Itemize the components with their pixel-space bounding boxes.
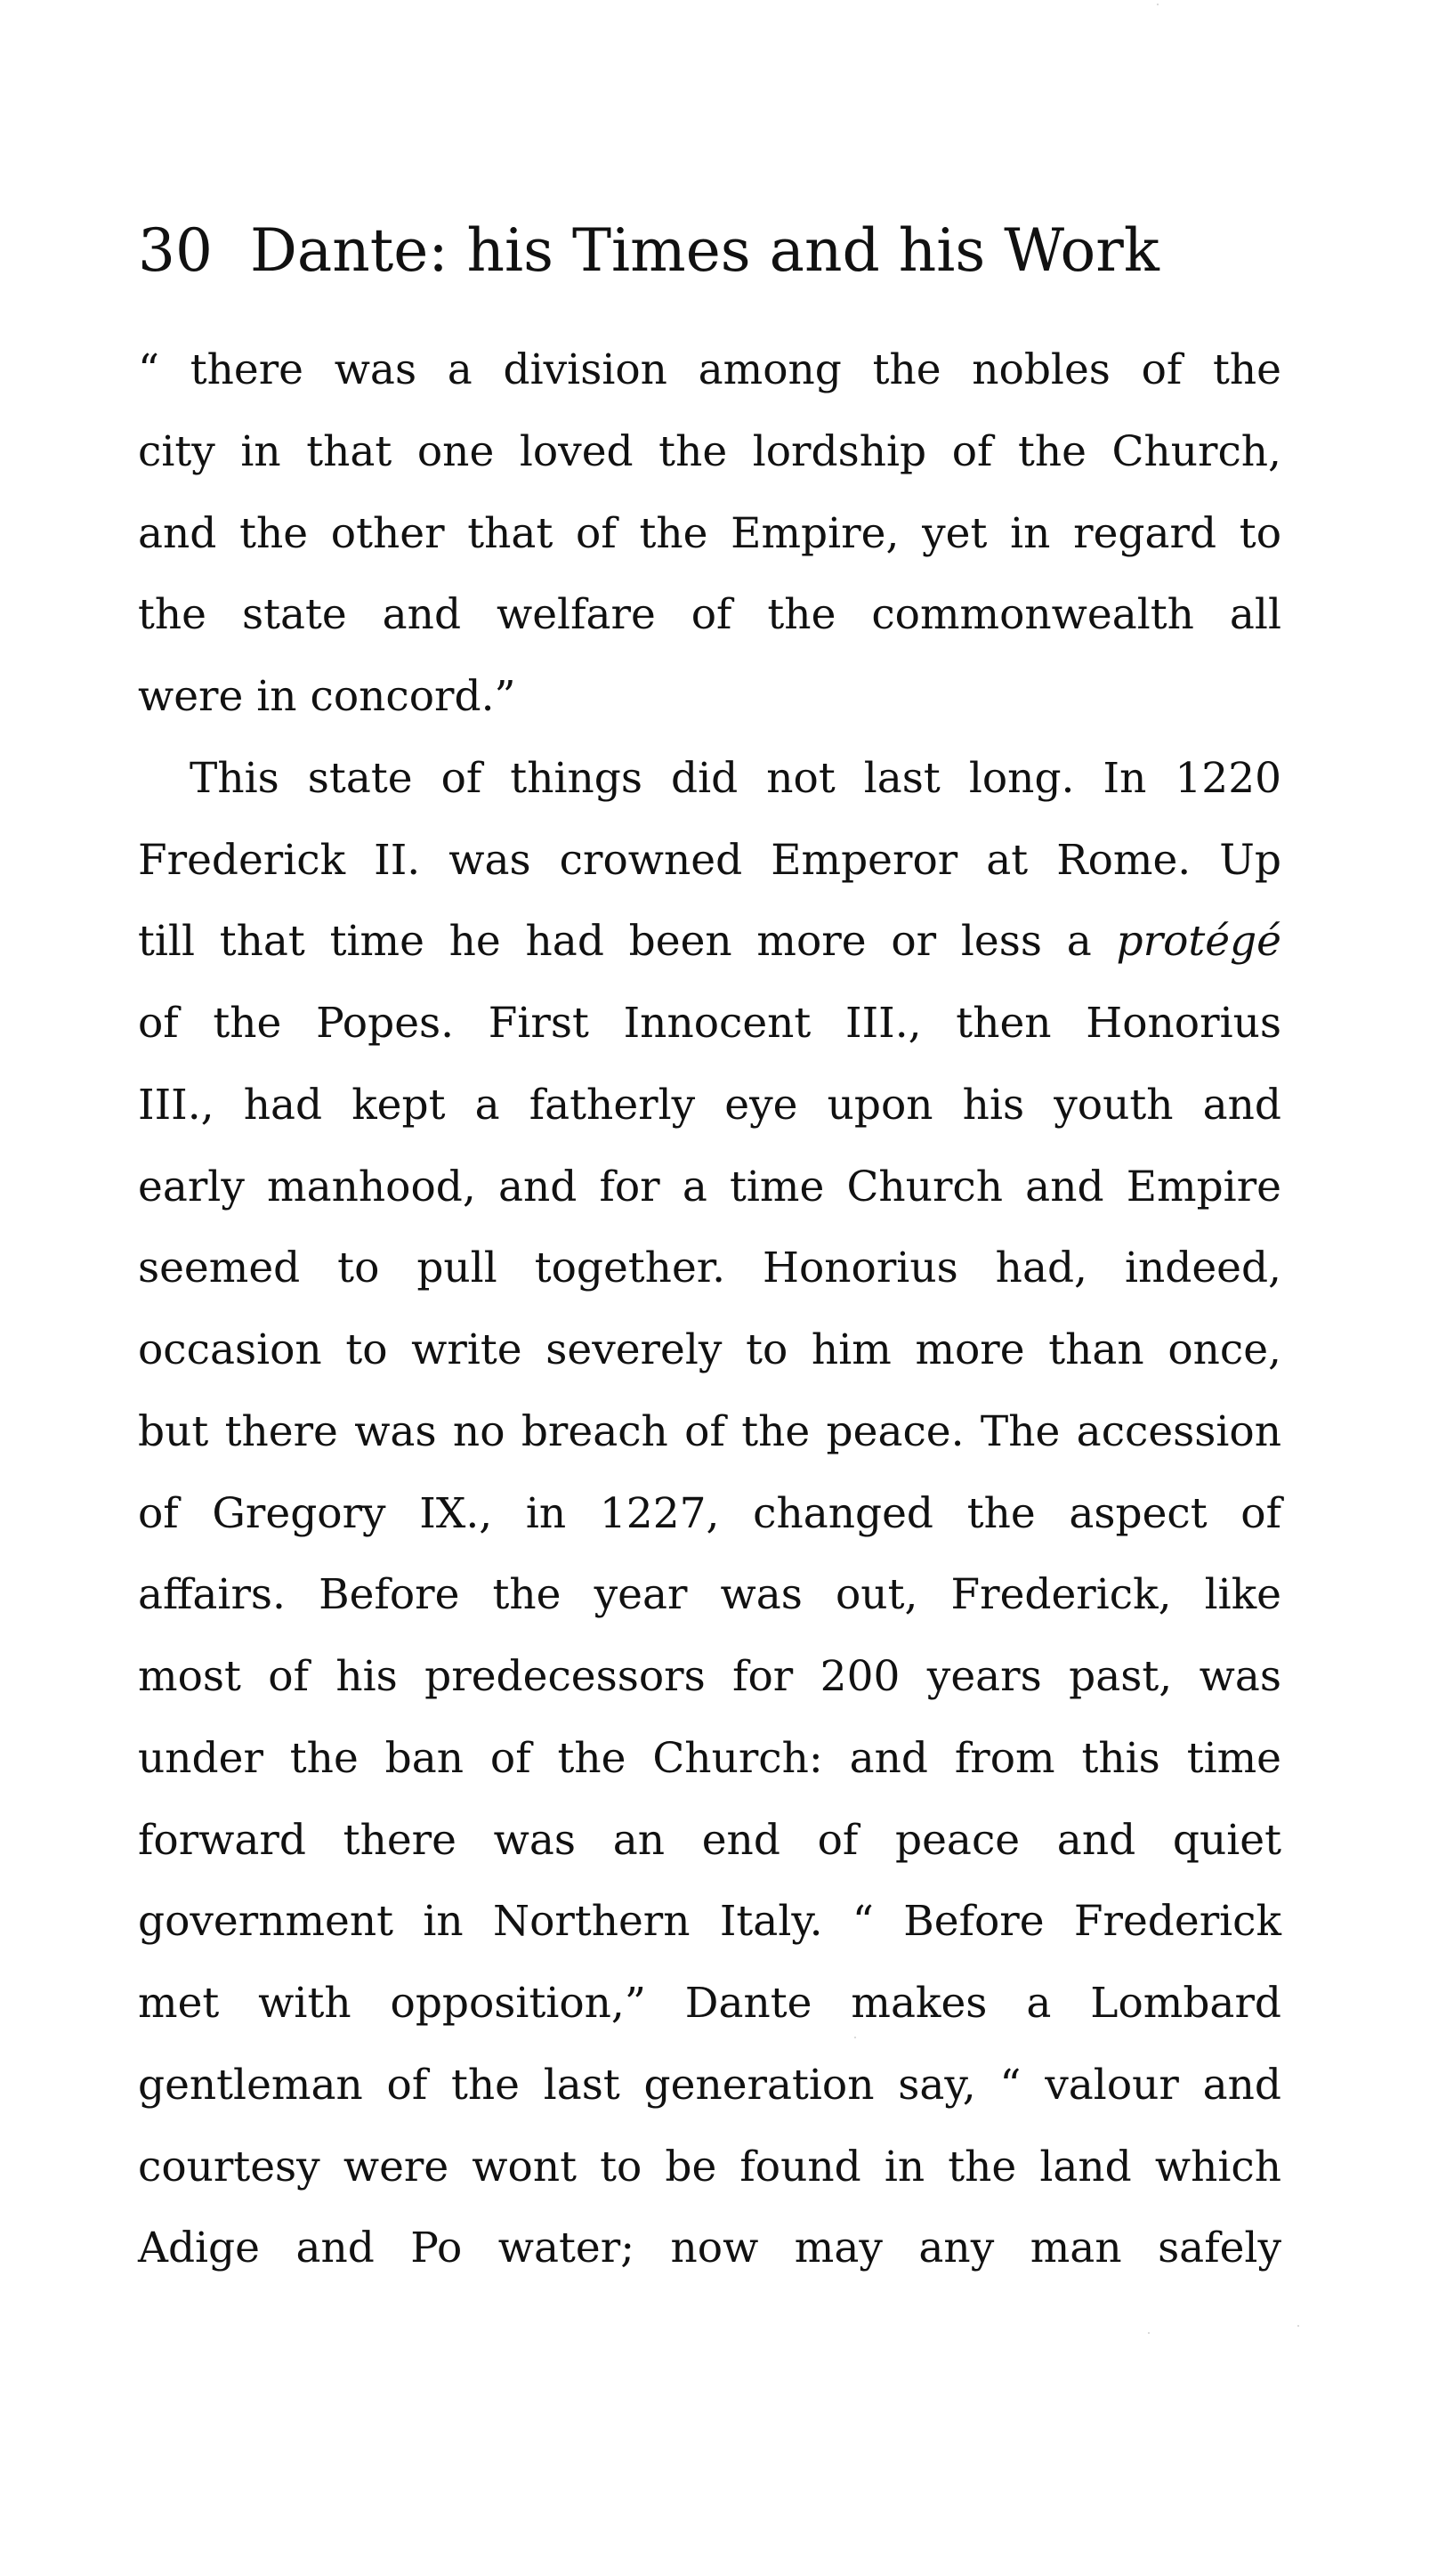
text-line: forward there was an end of peace and quiet bbox=[138, 1815, 1281, 1865]
text-line-lead: till that time he had been more or less a bbox=[138, 917, 1117, 967]
text-line bbox=[138, 901, 1281, 983]
text-line: but there was no breach of the peace. The accession bbox=[138, 1406, 1281, 1456]
page-number: 30 bbox=[138, 216, 213, 285]
text-line: “ there was a division among the nobles of the bbox=[138, 345, 1281, 394]
paragraph-1 bbox=[138, 329, 1281, 738]
text-line: of the Popes. First Innocent III., then Honorius bbox=[138, 999, 1281, 1048]
scan-speck bbox=[1148, 2332, 1150, 2334]
text-line: the state and welfare of the commonwealth all bbox=[138, 590, 1281, 640]
scan-speck bbox=[854, 2037, 856, 2038]
text-line: under the ban of the Church: and from this time bbox=[138, 1733, 1281, 1783]
running-title: Dante: his Times and his Work bbox=[249, 216, 1159, 285]
text-line: Frederick II. was crowned Emperor at Rome. Up bbox=[138, 835, 1281, 885]
paragraph-2 bbox=[138, 738, 1281, 2289]
text-line: This state of things did not last long. In 1220 bbox=[190, 753, 1281, 803]
text-line: city in that one loved the lordship of the Church, bbox=[138, 426, 1281, 476]
text-line: and the other that of the Empire, yet in regard to bbox=[138, 508, 1281, 558]
text-line: early manhood, and for a time Church and Empire bbox=[138, 1162, 1281, 1211]
text-line: courtesy were wont to be found in the land which bbox=[138, 2142, 1281, 2191]
text-line: gentleman of the last generation say, “ valour and bbox=[138, 2060, 1281, 2110]
text-line: of Gregory IX., in 1227, changed the aspect of bbox=[138, 1488, 1281, 1538]
text-line: most of his predecessors for 200 years past, was bbox=[138, 1652, 1281, 1701]
text-line: Adige and Po water; now may any man safely bbox=[138, 2224, 1281, 2273]
text-line: seemed to pull together. Honorius had, indeed, bbox=[138, 1243, 1281, 1293]
body-text bbox=[138, 329, 1281, 2289]
italic-word: protégé bbox=[1116, 917, 1281, 967]
text-line: met with opposition,” Dante makes a Lombard bbox=[138, 1979, 1281, 2028]
scan-speck bbox=[1157, 4, 1159, 5]
text-line: occasion to write severely to him more than once, bbox=[138, 1325, 1281, 1374]
text-line: affairs. Before the year was out, Frederick, like bbox=[138, 1570, 1281, 1620]
running-head bbox=[138, 207, 1295, 296]
text-line: III., had kept a fatherly eye upon his youth and bbox=[138, 1080, 1281, 1130]
scan-speck bbox=[1297, 2325, 1299, 2327]
text-line: government in Northern Italy. “ Before Frederick bbox=[138, 1897, 1281, 1947]
text-line: were in concord.” bbox=[138, 672, 516, 721]
